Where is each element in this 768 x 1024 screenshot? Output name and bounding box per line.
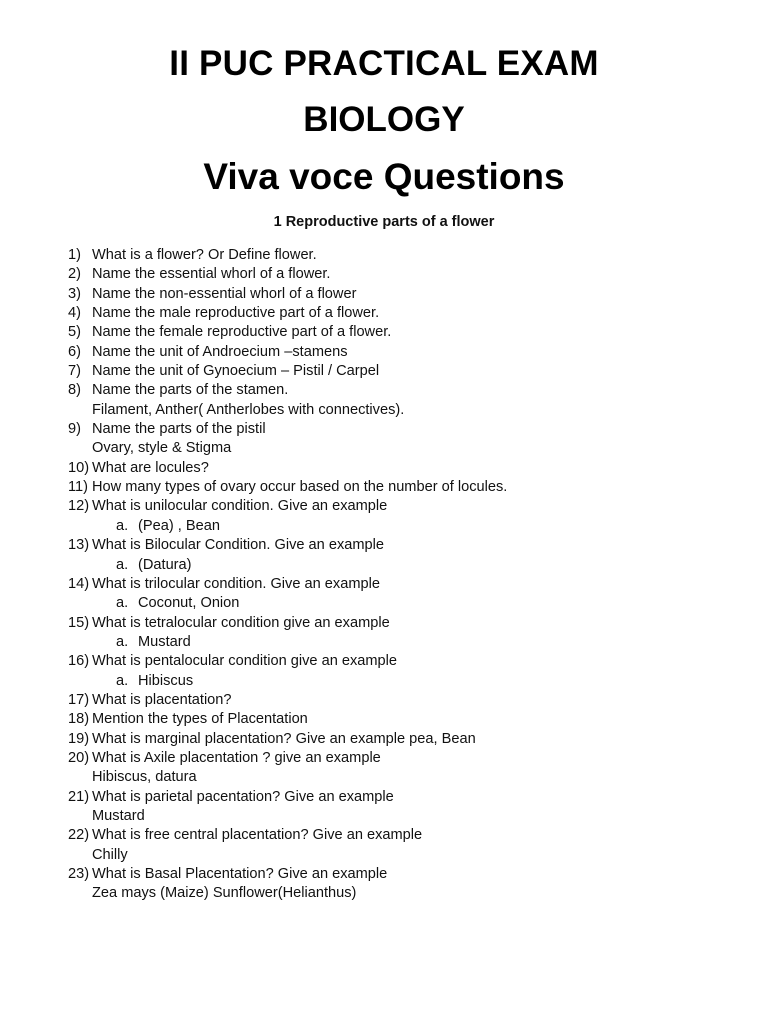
question-number: 23) — [68, 866, 90, 882]
question-number: 17) — [68, 691, 90, 708]
question-text: Name the non-essential whorl of a flower — [92, 285, 357, 302]
question-sub-item — [68, 672, 728, 691]
question-answer: Zea mays (Maize) Sunflower(Helianthus) — [92, 885, 357, 902]
question-text: What is free central placentation? Give an example — [92, 827, 423, 844]
sub-item-text: Hibiscus — [138, 672, 194, 689]
question-item — [68, 285, 728, 304]
question-text: Name the unit of Androecium –stamens — [92, 343, 348, 360]
question-text: Name the essential whorl of a flower. — [92, 266, 331, 283]
question-item — [68, 788, 728, 807]
question-answer: Hibiscus, datura — [92, 769, 197, 786]
question-item — [68, 652, 728, 671]
question-text: What are locules? — [92, 459, 209, 476]
question-item — [68, 420, 728, 439]
question-text: Name the parts of the stamen. — [92, 382, 289, 399]
question-answer: Mustard — [92, 807, 145, 824]
sub-item-letter: a. — [116, 672, 129, 689]
question-number: 4) — [68, 305, 81, 322]
question-item — [68, 749, 728, 768]
question-item — [68, 459, 728, 478]
question-item — [68, 691, 728, 710]
question-item — [68, 826, 728, 845]
question-text: What is parietal pacentation? Give an example — [92, 788, 394, 805]
question-item — [68, 265, 728, 284]
question-number: 2) — [68, 266, 81, 283]
question-sub-item — [68, 556, 728, 575]
sub-item-text: (Pea) , Bean — [138, 517, 220, 534]
question-text: Mention the types of Placentation — [92, 711, 308, 728]
question-item — [68, 304, 728, 323]
question-item — [68, 536, 728, 555]
question-number: 22) — [68, 827, 90, 844]
question-item — [68, 614, 728, 633]
question-number: 14) — [68, 575, 90, 592]
question-item — [68, 575, 728, 594]
question-answer: Filament, Anther( Antherlobes with connectives). — [92, 401, 405, 418]
question-item — [68, 478, 728, 497]
question-sub-item — [68, 594, 728, 613]
question-text: What is pentalocular condition give an example — [92, 653, 398, 670]
question-number: 10) — [68, 459, 90, 476]
sub-item-letter: a. — [116, 556, 129, 573]
question-text: Name the male reproductive part of a flower. — [92, 305, 380, 322]
question-answer: Ovary, style & Stigma — [92, 440, 232, 457]
question-answer: Chilly — [92, 846, 128, 863]
question-text: What is unilocular condition. Give an example — [92, 498, 388, 515]
title-subject: BIOLOGY — [303, 100, 465, 139]
question-item — [68, 246, 728, 265]
question-item — [68, 362, 728, 381]
section-heading: 1 Reproductive parts of a flower — [273, 214, 495, 230]
question-number: 1) — [68, 247, 81, 263]
title-exam: II PUC PRACTICAL EXAM — [169, 44, 599, 83]
question-item — [68, 343, 728, 362]
question-item — [68, 497, 728, 516]
question-text: Name the unit of Gynoecium – Pistil / Carpel — [92, 363, 380, 380]
question-number: 7) — [68, 363, 81, 380]
sub-item-text: (Datura) — [138, 556, 192, 573]
sub-item-letter: a. — [116, 517, 129, 534]
question-number: 8) — [68, 382, 81, 399]
question-list — [68, 246, 728, 904]
question-text: What is Bilocular Condition. Give an example — [92, 537, 385, 554]
sub-item-text: Mustard — [138, 633, 191, 650]
question-number: 19) — [68, 730, 90, 747]
question-item — [68, 323, 728, 342]
question-text: What is Axile placentation ? give an example — [92, 749, 381, 766]
title-viva-voce: Viva voce Questions — [203, 156, 565, 197]
question-sub-item — [68, 633, 728, 652]
question-text: How many types of ovary occur based on the number of locules. — [92, 479, 508, 496]
question-number: 5) — [68, 324, 81, 341]
question-text: Name the female reproductive part of a flower. — [92, 324, 392, 341]
question-text: What is marginal placentation? Give an example pea, Bean — [92, 730, 476, 747]
question-number: 16) — [68, 653, 90, 670]
question-text: What is tetralocular condition give an example — [92, 614, 390, 631]
question-text: What is a flower? Or Define flower. — [92, 247, 317, 263]
question-text: Name the parts of the pistil — [92, 421, 266, 438]
question-item — [68, 381, 728, 400]
question-number: 3) — [68, 285, 81, 302]
question-sub-item — [68, 517, 728, 536]
question-number: 6) — [68, 343, 81, 360]
question-item — [68, 730, 728, 749]
sub-item-letter: a. — [116, 633, 129, 650]
question-text: What is trilocular condition. Give an example — [92, 575, 380, 592]
question-number: 15) — [68, 614, 90, 631]
question-number: 13) — [68, 537, 90, 554]
question-text: What is placentation? — [92, 691, 232, 708]
question-number: 11) — [68, 479, 89, 496]
question-number: 20) — [68, 749, 90, 766]
sub-item-letter: a. — [116, 595, 129, 612]
question-item — [68, 865, 728, 884]
question-number: 18) — [68, 711, 90, 728]
question-number: 9) — [68, 421, 81, 438]
sub-item-text: Coconut, Onion — [138, 595, 240, 612]
question-number: 21) — [68, 788, 90, 805]
question-number: 12) — [68, 498, 90, 515]
question-text: What is Basal Placentation? Give an example — [92, 866, 388, 882]
question-item — [68, 710, 728, 729]
